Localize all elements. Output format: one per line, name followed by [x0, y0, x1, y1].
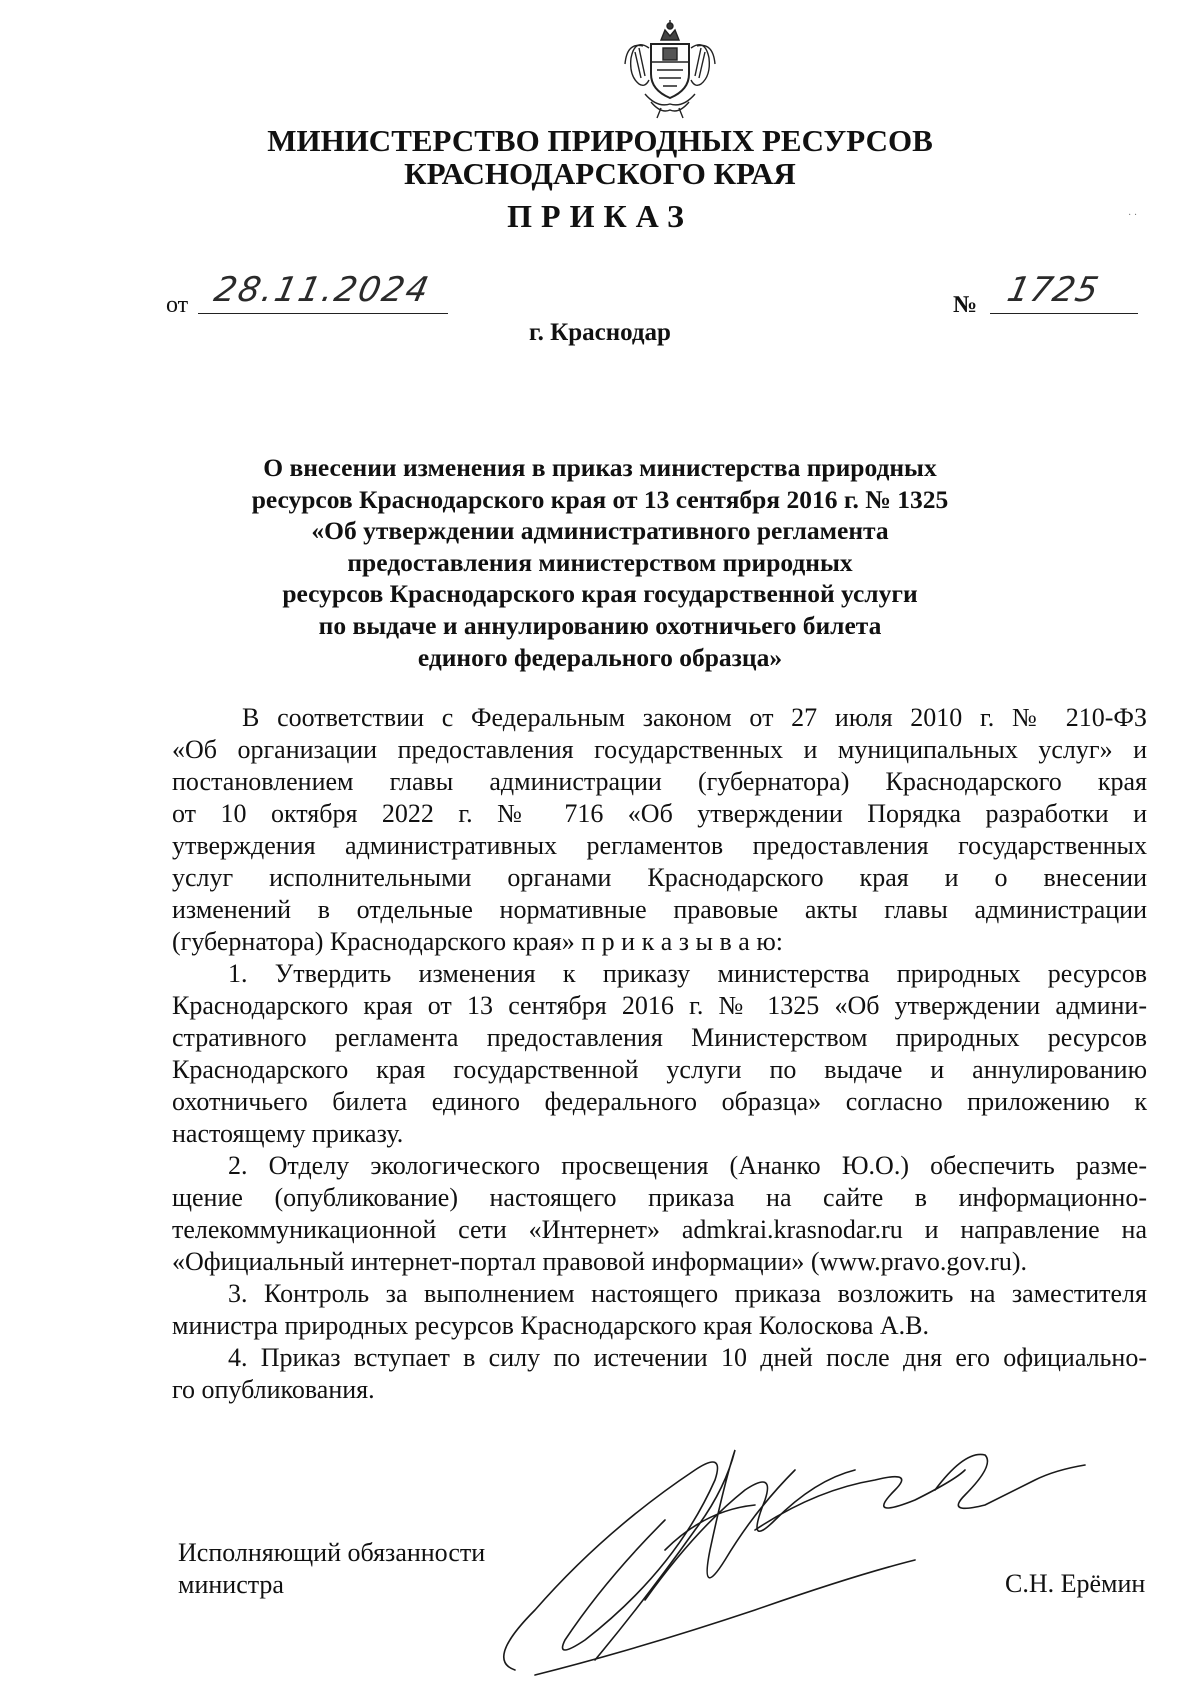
item1-line: Краснодарского края от 13 сентября 2016 г. № 1325 «Об утверждении админи-	[172, 991, 1147, 1020]
subject-line: по выдаче и аннулированию охотничьего билета	[318, 610, 882, 640]
preamble-line: услуг исполнительными органами Краснодарского края и о внесении	[172, 863, 1147, 892]
date-label: от	[166, 292, 189, 318]
item2-line: щение (опубликование) настоящего приказа на сайте в информационно-	[172, 1183, 1147, 1212]
item1-line: охотничьего билета единого федерального образца» согласно приложению к	[172, 1087, 1147, 1116]
date-underline	[198, 313, 448, 314]
order-subject	[200, 452, 1000, 673]
ministry-name-line2: КРАСНОДАРСКОГО КРАЯ	[404, 156, 796, 191]
document-type-title: ПРИКАЗ	[507, 198, 693, 234]
subject-line: единого федерального образца»	[417, 642, 783, 672]
item2-line: «Официальный интернет-портал правовой информации» (www.pravo.gov.ru).	[172, 1247, 1027, 1276]
signer-position-line2: министра	[178, 1570, 284, 1599]
city: г. Краснодар	[529, 319, 671, 346]
item1-line: настоящему приказу.	[172, 1119, 404, 1148]
item3-line: министра природных ресурсов Краснодарского края Колоскова А.В.	[172, 1311, 929, 1340]
scan-speck: · ·	[1128, 210, 1138, 221]
item3-line: 3. Контроль за выполнением настоящего приказа возложить на заместителя	[228, 1279, 1147, 1308]
subject-line: ресурсов Краснодарского края от 13 сентября 2016 г. № 1325	[251, 484, 949, 514]
preamble-line: В соответствии с Федеральным законом от 27 июля 2010 г. № 210-ФЗ	[242, 703, 1147, 732]
signer-name: С.Н. Ерёмин	[1005, 1569, 1146, 1598]
signer-position	[178, 1537, 485, 1601]
subject-line: ресурсов Краснодарского края государственной услуги	[282, 579, 918, 609]
item1-line: 1. Утвердить изменения к приказу министерства природных ресурсов	[228, 959, 1147, 988]
preamble-line: «Об организации предоставления государственных и муниципальных услуг» и	[172, 735, 1147, 764]
handwritten-date: 28.11.2024	[210, 270, 434, 310]
preamble-line: изменений в отдельные нормативные правовые акты главы администрации	[172, 895, 1147, 924]
subject-line: предоставления министерством природных	[347, 547, 853, 577]
preamble-line: (губернатора) Краснодарского края» п р и к а з ы в а ю:	[172, 927, 783, 956]
preamble-line: постановлением главы администрации (губернатора) Краснодарского края	[172, 767, 1147, 796]
item4-line: 4. Приказ вступает в силу по истечении 10 дней после дня его официально-	[228, 1343, 1147, 1372]
krasnodar-coat-of-arms-icon	[621, 18, 719, 120]
subject-line: «Об утверждении административного регламента	[311, 516, 889, 546]
order-body	[172, 702, 1147, 1406]
subject-line: О внесении изменения в приказ министерства природных	[263, 453, 937, 482]
item4-line: го опубликования.	[172, 1375, 375, 1404]
item2-line: телекоммуникационной сети «Интернет» admkrai.krasnodar.ru и направление на	[172, 1215, 1147, 1244]
handwritten-signature	[495, 1410, 1095, 1690]
item1-line: Краснодарского края государственной услуги по выдаче и аннулированию	[172, 1055, 1147, 1084]
ministry-name-line1: МИНИСТЕРСТВО ПРИРОДНЫХ РЕСУРСОВ	[267, 123, 933, 158]
item1-line: стративного регламента предоставления Министерством природных ресурсов	[172, 1023, 1147, 1052]
signer-position-line1: Исполняющий обязанности	[178, 1538, 486, 1567]
item2-line: 2. Отделу экологического просвещения (Ананко Ю.О.) обеспечить разме-	[228, 1151, 1147, 1180]
preamble-line: утверждения административных регламентов предоставления государственных	[172, 831, 1147, 860]
preamble-line: от 10 октября 2022 г. № 716 «Об утверждении Порядка разработки и	[172, 799, 1147, 828]
handwritten-number: 1725	[1003, 270, 1103, 310]
number-underline	[990, 313, 1138, 314]
number-label: №	[953, 292, 978, 318]
